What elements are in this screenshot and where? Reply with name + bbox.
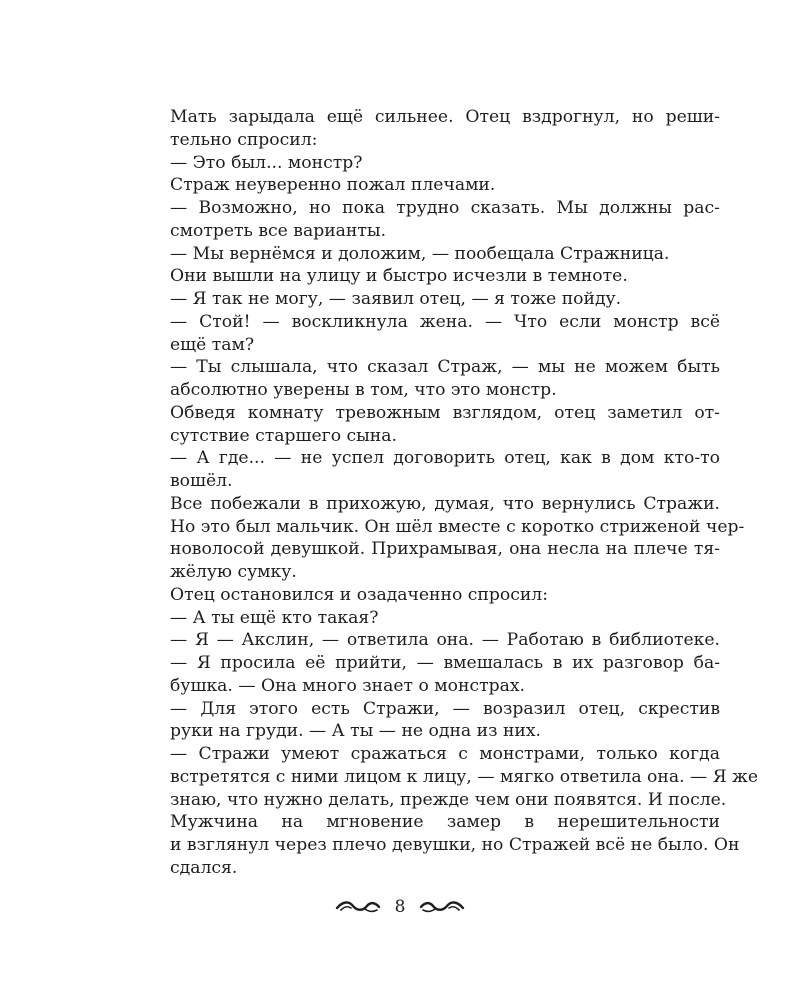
text-line: вошёл. — [170, 471, 233, 491]
text-line: — А ты ещё кто такая? — [170, 607, 379, 628]
text-line: Страж неуверенно пожал плечами. — [170, 175, 496, 196]
text-line: Мужчина на мгновение замер в нерешительности — [170, 812, 720, 833]
text-line: — А где... — не успел договорить отец, как в дом кто-то — [170, 448, 720, 469]
text-line: ещё там? — [170, 334, 255, 355]
page-footer — [0, 897, 800, 917]
text-line: абсолютно уверены в том, что это монстр. — [170, 380, 557, 400]
text-line: — Ты слышала, что сказал Страж, — мы не можем быть — [170, 357, 720, 378]
text-line: сутствие старшего сына. — [170, 425, 397, 446]
text-line: — Стой! — воскликнула жена. — Что если монстр всё — [170, 311, 720, 332]
text-line: знаю, что нужно делать, прежде чем они появятся. И после. — [170, 789, 727, 810]
text-line: Они вышли на улицу и быстро исчезли в темноте. — [170, 266, 628, 287]
text-line: встретятся с ними лицом к лицу, — мягко ответила она. — Я же — [170, 766, 759, 787]
swash-ornament-icon — [419, 899, 465, 915]
text-line: сдался. — [170, 857, 238, 878]
body-text — [170, 106, 759, 880]
text-line: жёлую сумку. — [170, 562, 297, 582]
text-line: и взглянул через плечо девушки, но Стражей всё не было. Он — [170, 835, 740, 855]
text-line: Мать зарыдала ещё сильнее. Отец вздрогнул, но реши- — [170, 107, 720, 127]
text-line: Но это был мальчик. Он шёл вместе с коротко стриженой чер- — [170, 516, 745, 537]
page-number: 8 — [394, 897, 406, 917]
text-line: бушка. — Она много знает о монстрах. — [170, 675, 525, 696]
text-line: — Для этого есть Стражи, — возразил отец, скрестив — [170, 698, 720, 719]
text-line: — Я — Акслин, — ответила она. — Работаю в библиотеке. — [170, 630, 720, 651]
text-line: — Стражи умеют сражаться с монстрами, только когда — [170, 744, 720, 764]
text-line: Обведя комнату тревожным взглядом, отец заметил от- — [170, 402, 720, 423]
text-line: — Я так не могу, — заявил отец, — я тоже пойду. — [170, 289, 622, 309]
text-line: — Возможно, но пока трудно сказать. Мы должны рас- — [170, 198, 720, 218]
text-line: смотреть все варианты. — [170, 220, 387, 241]
text-line: Отец остановился и озадаченно спросил: — [170, 584, 548, 605]
swash-ornament-icon — [335, 899, 381, 915]
text-line: — Я просила её прийти, — вмешалась в их разговор ба- — [170, 653, 720, 673]
text-line: тельно спросил: — [170, 129, 318, 150]
text-line: — Это был... монстр? — [170, 152, 363, 173]
text-line: руки на груди. — А ты — не одна из них. — [170, 721, 542, 742]
text-line: — Мы вернёмся и доложим, — пообещала Стражница. — [170, 243, 670, 264]
text-line: Все побежали в прихожую, думая, что вернулись Стражи. — [170, 493, 720, 514]
text-line: новолосой девушкой. Прихрамывая, она несла на плече тя- — [170, 539, 720, 560]
